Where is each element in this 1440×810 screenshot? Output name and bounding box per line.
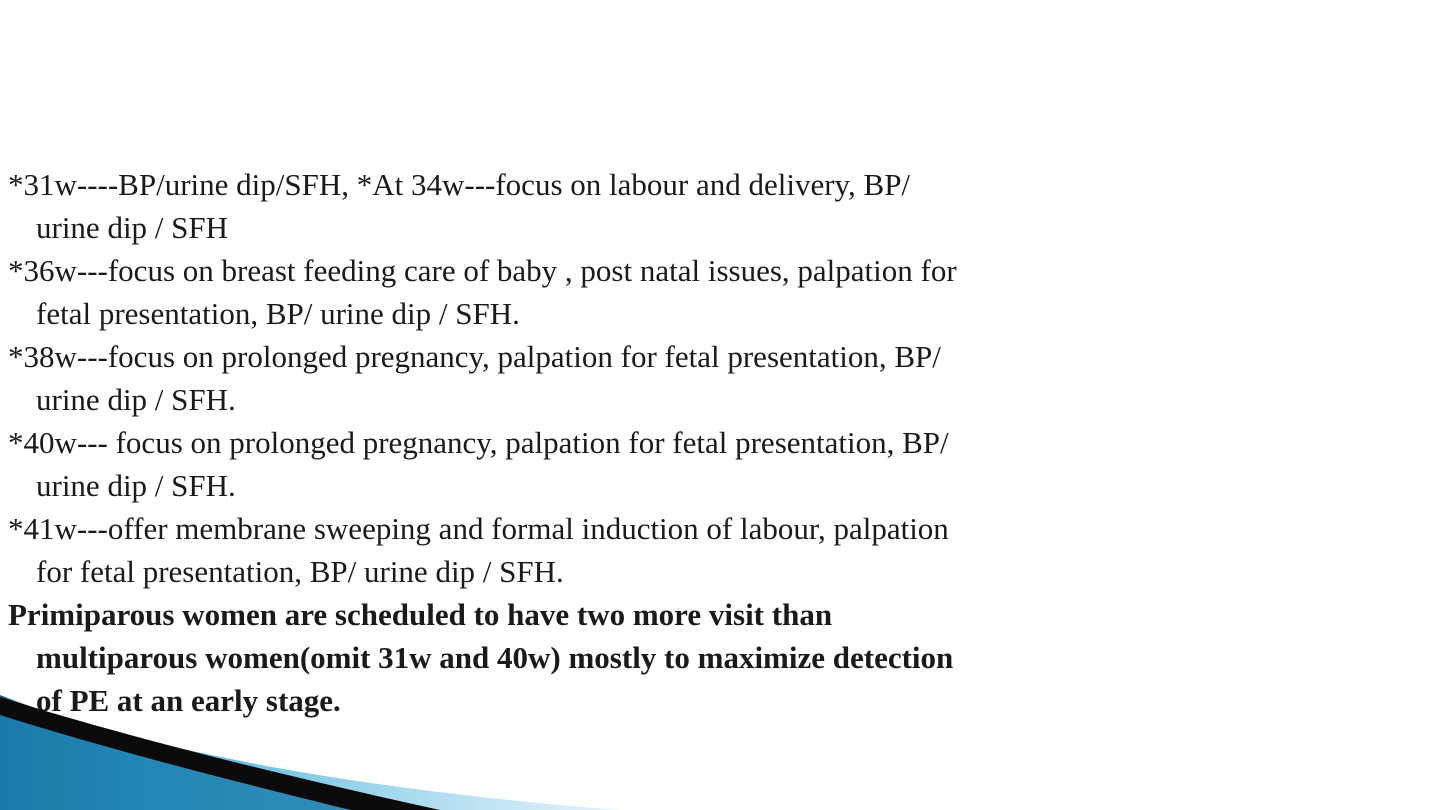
visit-41w-item: *41w---offer membrane sweeping and formal induction of labour, palpation for fetal presentation, BP/ urine dip / SFH. [8, 511, 949, 589]
visit-36w-item: *36w---focus on breast feeding care of baby , post natal issues, palpation for fetal presentation, BP/ urine dip / SFH. [8, 253, 957, 331]
visit-38w-item: *38w---focus on prolonged pregnancy, palpation for fetal presentation, BP/ urine dip / SFH. [8, 339, 941, 417]
corner-swoosh-decoration [0, 695, 620, 810]
visit-31w-34w-item: *31w----BP/urine dip/SFH, *At 34w---focus on labour and delivery, BP/ urine dip / SFH [8, 167, 911, 245]
primiparous-note: Primiparous women are scheduled to have two more visit than multiparous women(omit 31w and 40w) mostly to maximize detection of PE at an early stage. [8, 597, 954, 718]
visit-40w-item: *40w--- focus on prolonged pregnancy, palpation for fetal presentation, BP/ urine dip / SFH. [8, 425, 949, 503]
slide-body [8, 163, 968, 722]
